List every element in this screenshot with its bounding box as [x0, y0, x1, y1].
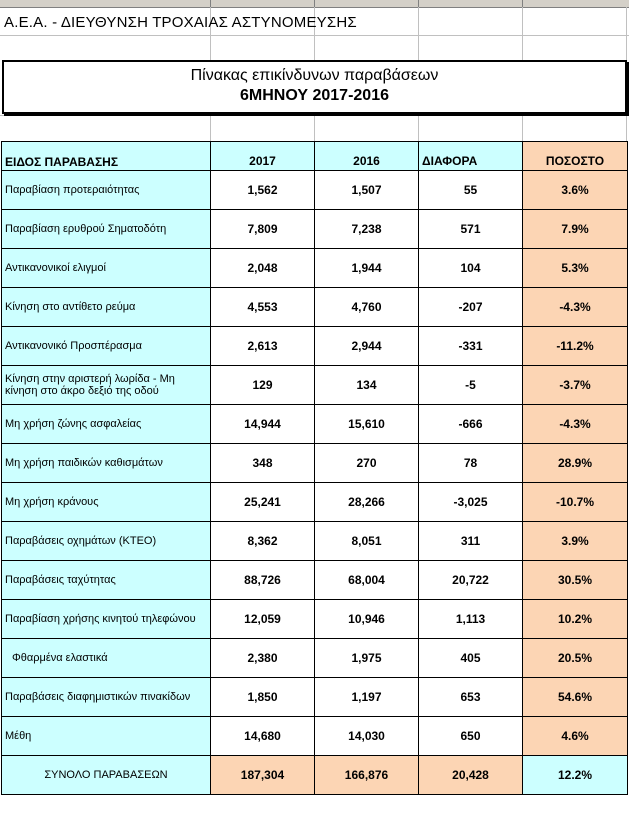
percentage-cell[interactable]: 4.6% [523, 717, 628, 756]
table-row [2, 600, 628, 639]
percentage-cell[interactable]: 28.9% [523, 444, 628, 483]
total-2017-cell[interactable]: 187,304 [211, 756, 315, 795]
violation-name-cell[interactable]: Μη χρήση παιδικών καθισμάτων [2, 444, 211, 483]
violation-name-cell[interactable]: Παραβίαση χρήσης κινητού τηλεφώνου [2, 600, 211, 639]
difference-cell[interactable]: 20,722 [419, 561, 523, 600]
difference-cell[interactable]: 311 [419, 522, 523, 561]
value-2017-cell[interactable]: 88,726 [211, 561, 315, 600]
total-percentage-cell[interactable]: 12.2% [523, 756, 628, 795]
table-row [2, 405, 628, 444]
table-row [2, 249, 628, 288]
violation-name-cell[interactable]: Παραβίαση ερυθρού Σηματοδότη [2, 210, 211, 249]
value-2016-cell[interactable]: 7,238 [315, 210, 419, 249]
difference-cell[interactable]: 78 [419, 444, 523, 483]
violation-name-cell[interactable]: Παραβίαση προτεραιότητας [2, 171, 211, 210]
violation-name-cell[interactable]: Κίνηση στην αριστερή λωρίδα - Μη κίνηση στο άκρο δεξιό της οδού [2, 366, 211, 405]
violation-name-cell[interactable]: Αντικανονικό Προσπέρασμα [2, 327, 211, 366]
header-percentage[interactable]: ΠΟΣΟΣΤΟ [523, 142, 628, 171]
table-row [2, 639, 628, 678]
value-2016-cell[interactable]: 1,975 [315, 639, 419, 678]
violation-name-cell[interactable]: Παραβάσεις οχημάτων (ΚΤΕΟ) [2, 522, 211, 561]
value-2016-cell[interactable]: 270 [315, 444, 419, 483]
violation-name-cell[interactable]: Μη χρήση ζώνης ασφαλείας [2, 405, 211, 444]
difference-cell[interactable]: 650 [419, 717, 523, 756]
table-row [2, 561, 628, 600]
difference-cell[interactable]: -5 [419, 366, 523, 405]
percentage-cell[interactable]: 3.6% [523, 171, 628, 210]
value-2017-cell[interactable]: 348 [211, 444, 315, 483]
title-box [2, 60, 627, 114]
total-label-cell[interactable]: ΣΥΝΟΛΟ ΠΑΡΑΒΑΣΕΩΝ [2, 756, 211, 795]
percentage-cell[interactable]: 7.9% [523, 210, 628, 249]
value-2016-cell[interactable]: 8,051 [315, 522, 419, 561]
difference-cell[interactable]: 653 [419, 678, 523, 717]
difference-cell[interactable]: -207 [419, 288, 523, 327]
difference-cell[interactable]: 1,113 [419, 600, 523, 639]
value-2016-cell[interactable]: 68,004 [315, 561, 419, 600]
table-row [2, 483, 628, 522]
table-row [2, 366, 628, 405]
percentage-cell[interactable]: -4.3% [523, 405, 628, 444]
value-2017-cell[interactable]: 7,809 [211, 210, 315, 249]
percentage-cell[interactable]: 54.6% [523, 678, 628, 717]
table-header-row [2, 142, 628, 171]
value-2016-cell[interactable]: 1,197 [315, 678, 419, 717]
value-2016-cell[interactable]: 1,507 [315, 171, 419, 210]
violation-name-cell[interactable]: Μη χρήση κράνους [2, 483, 211, 522]
table-row [2, 678, 628, 717]
value-2017-cell[interactable]: 1,562 [211, 171, 315, 210]
value-2017-cell[interactable]: 1,850 [211, 678, 315, 717]
value-2016-cell[interactable]: 28,266 [315, 483, 419, 522]
value-2017-cell[interactable]: 8,362 [211, 522, 315, 561]
organization-label: Α.Ε.Α. - ΔΙΕΥΘΥΝΣΗ ΤΡΟΧΑΙΑΣ ΑΣΤΥΝΟΜΕΥΣΗΣ [4, 14, 357, 31]
value-2017-cell[interactable]: 4,553 [211, 288, 315, 327]
value-2017-cell[interactable]: 14,944 [211, 405, 315, 444]
value-2017-cell[interactable]: 14,680 [211, 717, 315, 756]
percentage-cell[interactable]: 20.5% [523, 639, 628, 678]
percentage-cell[interactable]: 3.9% [523, 522, 628, 561]
percentage-cell[interactable]: 30.5% [523, 561, 628, 600]
header-violation-type[interactable]: ΕΙΔΟΣ ΠΑΡΑΒΑΣΗΣ [2, 142, 211, 171]
violation-name-cell[interactable]: Φθαρμένα ελαστικά [2, 639, 211, 678]
value-2016-cell[interactable]: 4,760 [315, 288, 419, 327]
difference-cell[interactable]: -331 [419, 327, 523, 366]
percentage-cell[interactable]: 10.2% [523, 600, 628, 639]
table-row [2, 210, 628, 249]
total-row [2, 756, 628, 795]
value-2016-cell[interactable]: 15,610 [315, 405, 419, 444]
value-2017-cell[interactable]: 2,380 [211, 639, 315, 678]
table-period: 6ΜΗΝΟΥ 2017-2016 [240, 87, 389, 104]
header-difference[interactable]: ΔΙΑΦΟΡΑ [419, 142, 523, 171]
value-2017-cell[interactable]: 12,059 [211, 600, 315, 639]
value-2017-cell[interactable]: 129 [211, 366, 315, 405]
table-row [2, 522, 628, 561]
value-2016-cell[interactable]: 134 [315, 366, 419, 405]
percentage-cell[interactable]: -10.7% [523, 483, 628, 522]
violation-name-cell[interactable]: Παραβάσεις ταχύτητας [2, 561, 211, 600]
violation-name-cell[interactable]: Κίνηση στο αντίθετο ρεύμα [2, 288, 211, 327]
value-2016-cell[interactable]: 1,944 [315, 249, 419, 288]
violation-name-cell[interactable]: Παραβάσεις διαφημιστικών πινακίδων [2, 678, 211, 717]
table-row [2, 171, 628, 210]
violation-name-cell[interactable]: Αντικανονικοί ελιγμοί [2, 249, 211, 288]
value-2017-cell[interactable]: 2,613 [211, 327, 315, 366]
percentage-cell[interactable]: 5.3% [523, 249, 628, 288]
value-2017-cell[interactable]: 2,048 [211, 249, 315, 288]
difference-cell[interactable]: 571 [419, 210, 523, 249]
header-2016[interactable]: 2016 [315, 142, 419, 171]
value-2017-cell[interactable]: 25,241 [211, 483, 315, 522]
percentage-cell[interactable]: -11.2% [523, 327, 628, 366]
value-2016-cell[interactable]: 2,944 [315, 327, 419, 366]
table-row [2, 327, 628, 366]
difference-cell[interactable]: 104 [419, 249, 523, 288]
total-difference-cell[interactable]: 20,428 [419, 756, 523, 795]
table-title: Πίνακας επικίνδυνων παραβάσεων [190, 67, 439, 84]
total-2016-cell[interactable]: 166,876 [315, 756, 419, 795]
percentage-cell[interactable]: -3.7% [523, 366, 628, 405]
table-row [2, 444, 628, 483]
table-row [2, 717, 628, 756]
violation-name-cell[interactable]: Μέθη [2, 717, 211, 756]
difference-cell[interactable]: -3,025 [419, 483, 523, 522]
value-2016-cell[interactable]: 10,946 [315, 600, 419, 639]
difference-cell[interactable]: -666 [419, 405, 523, 444]
violations-table [1, 141, 628, 795]
table-row [2, 288, 628, 327]
header-2017[interactable]: 2017 [211, 142, 315, 171]
value-2016-cell[interactable]: 14,030 [315, 717, 419, 756]
difference-cell[interactable]: 405 [419, 639, 523, 678]
difference-cell[interactable]: 55 [419, 171, 523, 210]
percentage-cell[interactable]: -4.3% [523, 288, 628, 327]
